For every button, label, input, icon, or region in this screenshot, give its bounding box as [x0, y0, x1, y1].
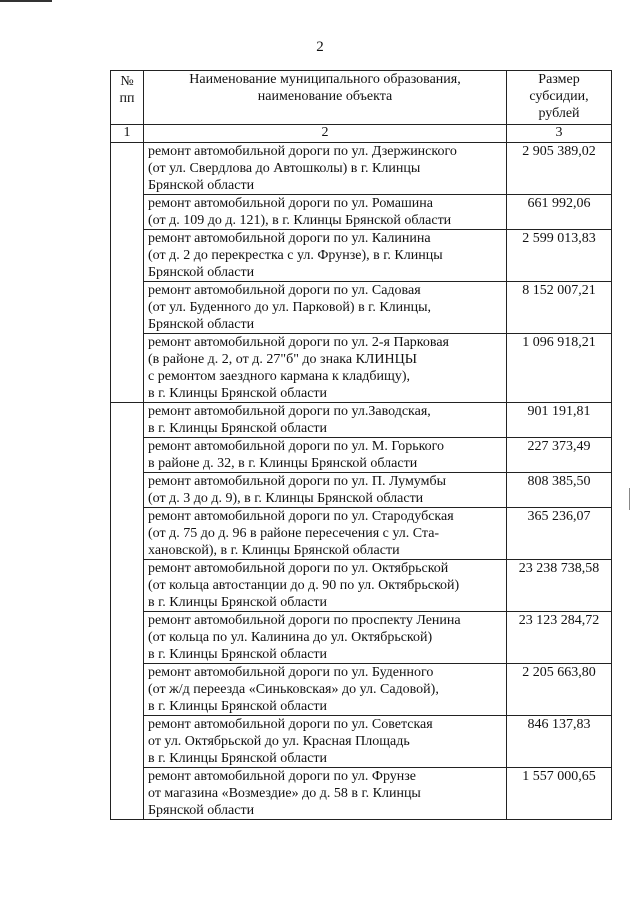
subsidy-amount: 227 373,49	[507, 438, 612, 473]
subsidy-amount: 23 238 738,58	[507, 560, 612, 612]
subsidy-amount: 1 096 918,21	[507, 334, 612, 403]
table-row	[111, 716, 612, 768]
row-number-cell	[111, 403, 144, 820]
table-row	[111, 230, 612, 282]
subsidy-amount: 901 191,81	[507, 403, 612, 438]
column-number: 3	[507, 125, 612, 143]
subsidy-amount: 2 205 663,80	[507, 664, 612, 716]
table-row	[111, 508, 612, 560]
header-name: Наименование муниципального образования, наименование объекта	[144, 71, 507, 125]
object-description: ремонт автомобильной дороги по ул. Фрунзе от магазина «Возмездие» до д. 58 в г. Клинцы Брянской области	[144, 768, 507, 820]
column-numbers-row	[111, 125, 612, 143]
subsidy-table	[110, 70, 612, 820]
object-description: ремонт автомобильной дороги по ул. Садовая (от ул. Буденного до ул. Парковой) в г. Клинцы, Брянской области	[144, 282, 507, 334]
object-description: ремонт автомобильной дороги по ул.Заводская, в г. Клинцы Брянской области	[144, 403, 507, 438]
scan-edge-line	[0, 0, 52, 2]
object-description: ремонт автомобильной дороги по ул. Дзержинского (от ул. Свердлова до Автошколы) в г. Клинцы Брянской области	[144, 143, 507, 195]
subsidy-amount: 661 992,06	[507, 195, 612, 230]
subsidy-amount: 23 123 284,72	[507, 612, 612, 664]
subsidy-amount: 1 557 000,65	[507, 768, 612, 820]
subsidy-amount: 365 236,07	[507, 508, 612, 560]
table-body	[111, 143, 612, 820]
subsidy-amount: 808 385,50	[507, 473, 612, 508]
header-number: № пп	[111, 71, 144, 125]
subsidy-amount: 8 152 007,21	[507, 282, 612, 334]
table-row	[111, 143, 612, 195]
object-description: ремонт автомобильной дороги по ул. Буденного (от ж/д переезда «Синьковская» до ул. Садовой), в г. Клинцы Брянской области	[144, 664, 507, 716]
subsidy-amount: 2 599 013,83	[507, 230, 612, 282]
object-description: ремонт автомобильной дороги по ул. Октябрьской (от кольца автостанции до д. 90 по ул. Октябрьской) в г. Клинцы Брянской области	[144, 560, 507, 612]
object-description: ремонт автомобильной дороги по ул. П. Лумумбы (от д. 3 до д. 9), в г. Клинцы Брянской области	[144, 473, 507, 508]
object-description: ремонт автомобильной дороги по ул. М. Горького в районе д. 32, в г. Клинцы Брянской области	[144, 438, 507, 473]
table-row	[111, 768, 612, 820]
table-row	[111, 664, 612, 716]
object-description: ремонт автомобильной дороги по ул. Калинина (от д. 2 до перекрестка с ул. Фрунзе), в г. Клинцы Брянской области	[144, 230, 507, 282]
column-number: 2	[144, 125, 507, 143]
column-number: 1	[111, 125, 144, 143]
table-row	[111, 282, 612, 334]
table-row	[111, 473, 612, 508]
table-row	[111, 612, 612, 664]
object-description: ремонт автомобильной дороги по ул. Советская от ул. Октябрьской до ул. Красная Площадь в г. Клинцы Брянской области	[144, 716, 507, 768]
object-description: ремонт автомобильной дороги по ул. Стародубская (от д. 75 до д. 96 в районе пересечения с ул. Ста- хановской), в г. Клинцы Брянской области	[144, 508, 507, 560]
row-number-cell	[111, 143, 144, 403]
table-row	[111, 403, 612, 438]
object-description: ремонт автомобильной дороги по ул. Ромашина (от д. 109 до д. 121), в г. Клинцы Брянской области	[144, 195, 507, 230]
object-description: ремонт автомобильной дороги по проспекту Ленина (от кольца по ул. Калинина до ул. Октябрьской) в г. Клинцы Брянской области	[144, 612, 507, 664]
subsidy-amount: 846 137,83	[507, 716, 612, 768]
table-row	[111, 334, 612, 403]
table-header-row	[111, 71, 612, 125]
table-row	[111, 438, 612, 473]
header-amount: Размер субсидии, рублей	[507, 71, 612, 125]
page-number: 2	[316, 39, 324, 55]
table-row	[111, 560, 612, 612]
scan-margin-mark	[629, 488, 630, 510]
subsidy-amount: 2 905 389,02	[507, 143, 612, 195]
table-row	[111, 195, 612, 230]
object-description: ремонт автомобильной дороги по ул. 2-я Парковая (в районе д. 2, от д. 27"б" до знака КЛИНЦЫ с ремонтом заездного кармана к кладбищу), в г. Клинцы Брянской области	[144, 334, 507, 403]
